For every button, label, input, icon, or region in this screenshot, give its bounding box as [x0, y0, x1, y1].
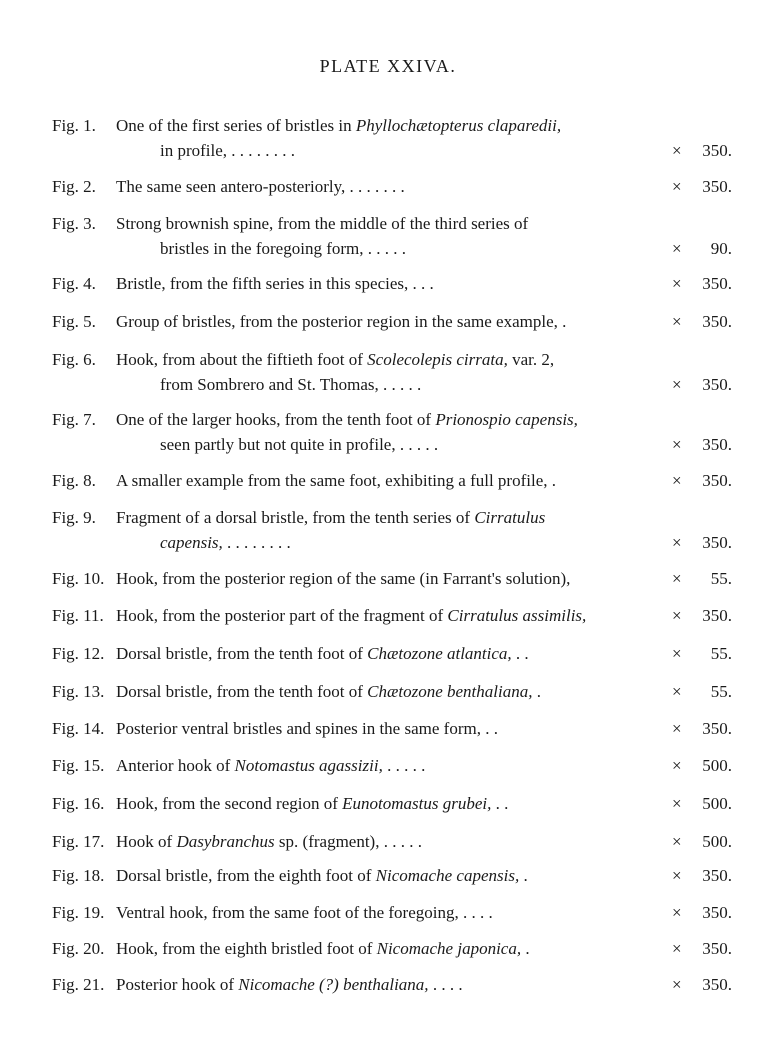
magnification-value: 55. — [710, 682, 732, 701]
figure-caption-line — [116, 680, 541, 704]
caption-text: Fragment of a dorsal bristle, from the tenth series of — [116, 508, 475, 527]
figure-caption-line — [116, 717, 498, 741]
caption-text: Strong brownish spine, from the middle of the third series of — [116, 214, 529, 233]
magnification-value: 350. — [702, 274, 732, 293]
caption-text: Group of bristles, from the posterior region in the same example, — [116, 312, 558, 331]
figure-number: Fig. 1. — [52, 116, 96, 135]
magnification — [672, 175, 734, 199]
dot-leader: . — [557, 312, 567, 331]
caption-text: Bristle, from the fifth series in this species, — [116, 274, 409, 293]
species-name: Cirratulus — [474, 508, 546, 527]
magnification — [672, 937, 734, 961]
caption-text: sp. (fragment), — [274, 832, 380, 851]
magnification-value: 350. — [702, 606, 732, 625]
magnification — [672, 973, 734, 997]
dot-leader: . . — [480, 719, 498, 738]
figure-caption-line — [160, 237, 406, 261]
caption-text: bristles in the foregoing form, — [160, 239, 364, 258]
magnification-sign: × — [672, 832, 682, 851]
species-name: Dasybranchus — [176, 832, 275, 851]
magnification-value: 500. — [702, 794, 732, 813]
magnification-sign: × — [672, 719, 682, 738]
magnification-sign: × — [672, 312, 682, 331]
figure-caption-line — [116, 175, 405, 199]
magnification-sign: × — [672, 375, 682, 394]
magnification — [672, 642, 734, 666]
figure-number: Fig. 9. — [52, 508, 96, 527]
magnification-sign: × — [672, 274, 682, 293]
dot-leader: . — [521, 939, 530, 958]
caption-text: Ventral hook, from the same foot of the foregoing, . — [116, 903, 468, 922]
figure-caption-line — [116, 114, 561, 138]
species-name: Nicomache capensis, — [375, 866, 520, 885]
magnification — [672, 272, 734, 296]
species-name: capensis, — [160, 533, 223, 552]
magnification-sign: × — [672, 903, 682, 922]
figure-number: Fig. 13. — [52, 682, 105, 701]
caption-text: A smaller example from the same foot, exhibiting a full profile, — [116, 471, 548, 490]
figure-number: Fig. 10. — [52, 569, 105, 588]
magnification — [672, 830, 734, 854]
figure-caption-line — [116, 506, 545, 530]
figure-number: Fig. 14. — [52, 719, 105, 738]
figure-number: Fig. 2. — [52, 177, 96, 196]
species-name: Nicomache (?) benthaliana, — [238, 975, 429, 994]
magnification-sign: × — [672, 177, 682, 196]
magnification-sign: × — [672, 533, 682, 552]
dot-leader: . — [519, 866, 528, 885]
figure-number: Fig. 21. — [52, 975, 105, 994]
figure-caption-line — [116, 973, 463, 997]
magnification-value: 350. — [702, 177, 732, 196]
caption-text: Hook, from the second region of — [116, 794, 343, 813]
magnification — [672, 604, 734, 628]
species-name: Notomastus agassizii, — [234, 756, 383, 775]
figure-caption-line — [116, 212, 528, 236]
magnification-sign: × — [672, 435, 682, 454]
figure-number: Fig. 8. — [52, 471, 96, 490]
magnification — [672, 901, 734, 925]
caption-text: The same seen antero-posteriorly, . — [116, 177, 354, 196]
magnification — [672, 754, 734, 778]
figure-number: Fig. 15. — [52, 756, 105, 775]
figure-caption-line — [160, 373, 421, 397]
figure-number: Fig. 6. — [52, 350, 96, 369]
species-name: Prionospio capensis, — [435, 410, 578, 429]
dot-leader: . — [520, 644, 529, 663]
figure-number: Fig. 4. — [52, 274, 96, 293]
figure-caption-line — [116, 348, 554, 372]
caption-text: Hook, from the eighth bristled foot of — [116, 939, 377, 958]
dot-leader: . . . . . — [378, 375, 422, 394]
figure-number: Fig. 18. — [52, 866, 105, 885]
caption-text: Hook, from the posterior part of the fragment of — [116, 606, 448, 625]
figure-number: Fig. 19. — [52, 903, 105, 922]
magnification-sign: × — [672, 939, 682, 958]
magnification-value: 350. — [702, 719, 732, 738]
figure-caption-line — [116, 864, 528, 888]
figure-caption-line — [116, 937, 530, 961]
caption-text: One of the first series of bristles in — [116, 116, 356, 135]
caption-text: Hook, from the posterior region of the same (in Farrant's solution), — [116, 569, 571, 588]
magnification-sign: × — [672, 606, 682, 625]
magnification-sign: × — [672, 682, 682, 701]
magnification — [672, 531, 734, 555]
caption-text: var. 2, — [507, 350, 555, 369]
magnification-sign: × — [672, 569, 682, 588]
magnification-sign: × — [672, 239, 682, 258]
species-name: Eunotomastus grubei, — [342, 794, 492, 813]
magnification-value: 500. — [702, 756, 732, 775]
magnification-value: 350. — [702, 866, 732, 885]
dot-leader: . . . . — [404, 435, 439, 454]
dot-leader: . . . . . — [379, 832, 422, 851]
caption-text: from Sombrero and St. Thomas, — [160, 375, 379, 394]
magnification — [672, 567, 734, 591]
magnification — [672, 717, 734, 741]
magnification-value: 350. — [702, 435, 732, 454]
magnification-sign: × — [672, 794, 682, 813]
figure-number: Fig. 3. — [52, 214, 96, 233]
dot-leader: . . . . . — [363, 239, 406, 258]
magnification — [672, 864, 734, 888]
magnification-sign: × — [672, 975, 682, 994]
dot-leader: . . . . . — [382, 756, 426, 775]
figure-caption-line — [116, 901, 493, 925]
magnification — [672, 469, 734, 493]
figure-number: Fig. 20. — [52, 939, 105, 958]
magnification — [672, 680, 734, 704]
magnification-value: 350. — [702, 141, 732, 160]
dot-leader: . . — [491, 794, 509, 813]
figure-number: Fig. 12. — [52, 644, 105, 663]
magnification — [672, 433, 734, 457]
magnification-sign: × — [672, 866, 682, 885]
figure-caption-line — [116, 642, 529, 666]
magnification-value: 350. — [702, 533, 732, 552]
species-name: Cirratulus assimilis, — [447, 606, 587, 625]
dot-leader: . — [547, 471, 556, 490]
caption-text: Anterior hook of — [116, 756, 235, 775]
magnification-value: 350. — [702, 312, 732, 331]
magnification — [672, 139, 734, 163]
caption-text: One of the larger hooks, from the tenth foot of — [116, 410, 436, 429]
magnification-value: 90. — [710, 239, 732, 258]
caption-text: Dorsal bristle, from the tenth foot of — [116, 644, 368, 663]
magnification-sign: × — [672, 141, 682, 160]
magnification-value: 350. — [702, 903, 732, 922]
dot-leader: . . . . — [428, 975, 463, 994]
figure-caption-line — [160, 433, 438, 457]
figure-caption-line — [116, 408, 578, 432]
caption-text: Dorsal bristle, from the tenth foot of — [116, 682, 368, 701]
caption-text: Hook of — [116, 832, 177, 851]
figure-caption-line — [160, 139, 295, 163]
dot-leader: . . . — [467, 903, 493, 922]
species-name: Phyllochætopterus claparedii, — [355, 116, 562, 135]
figure-number: Fig. 11. — [52, 606, 104, 625]
magnification-value: 350. — [702, 471, 732, 490]
magnification-value: 55. — [710, 644, 732, 663]
species-name: Chætozone benthaliana, — [367, 682, 533, 701]
caption-text: Dorsal bristle, from the eighth foot of — [116, 866, 376, 885]
magnification-value: 350. — [702, 975, 732, 994]
magnification-sign: × — [672, 471, 682, 490]
magnification-value: 350. — [702, 375, 732, 394]
figure-caption-line — [116, 830, 422, 854]
magnification-value: 55. — [710, 569, 732, 588]
caption-text: Posterior ventral bristles and spines in the same form, — [116, 719, 481, 738]
dot-leader: . — [532, 682, 541, 701]
magnification-sign: × — [672, 644, 682, 663]
figure-caption-line — [116, 567, 570, 591]
caption-text: seen partly but not quite in profile, . — [160, 435, 405, 454]
figure-caption-line — [160, 531, 291, 555]
figure-number: Fig. 16. — [52, 794, 105, 813]
magnification-value: 500. — [702, 832, 732, 851]
caption-text: Hook, from about the fiftieth foot of — [116, 350, 368, 369]
magnification — [672, 792, 734, 816]
magnification-sign: × — [672, 756, 682, 775]
caption-text: . — [511, 644, 521, 663]
figure-number: Fig. 17. — [52, 832, 105, 851]
dot-leader: . . . . . . — [353, 177, 405, 196]
figure-caption-line — [116, 469, 556, 493]
figure-caption-line — [116, 792, 508, 816]
figure-caption-line — [116, 604, 586, 628]
dot-leader: . . . . . . . . — [222, 533, 291, 552]
magnification — [672, 237, 734, 261]
figure-number: Fig. 5. — [52, 312, 96, 331]
caption-text: Posterior hook of — [116, 975, 239, 994]
species-name: Chætozone atlantica, — [367, 644, 512, 663]
figure-caption-line — [116, 272, 434, 296]
magnification — [672, 310, 734, 334]
species-name: Scolecolepis cirrata, — [367, 350, 508, 369]
figure-number: Fig. 7. — [52, 410, 96, 429]
figure-caption-line — [116, 754, 425, 778]
dot-leader: . . . . . . . . — [227, 141, 296, 160]
caption-text: in profile, — [160, 141, 228, 160]
dot-leader: . . . — [408, 274, 434, 293]
species-name: Nicomache japonica, — [376, 939, 522, 958]
plate-title: PLATE XXIVA. — [319, 56, 457, 76]
magnification-value: 350. — [702, 939, 732, 958]
figure-caption-line — [116, 310, 566, 334]
magnification — [672, 373, 734, 397]
